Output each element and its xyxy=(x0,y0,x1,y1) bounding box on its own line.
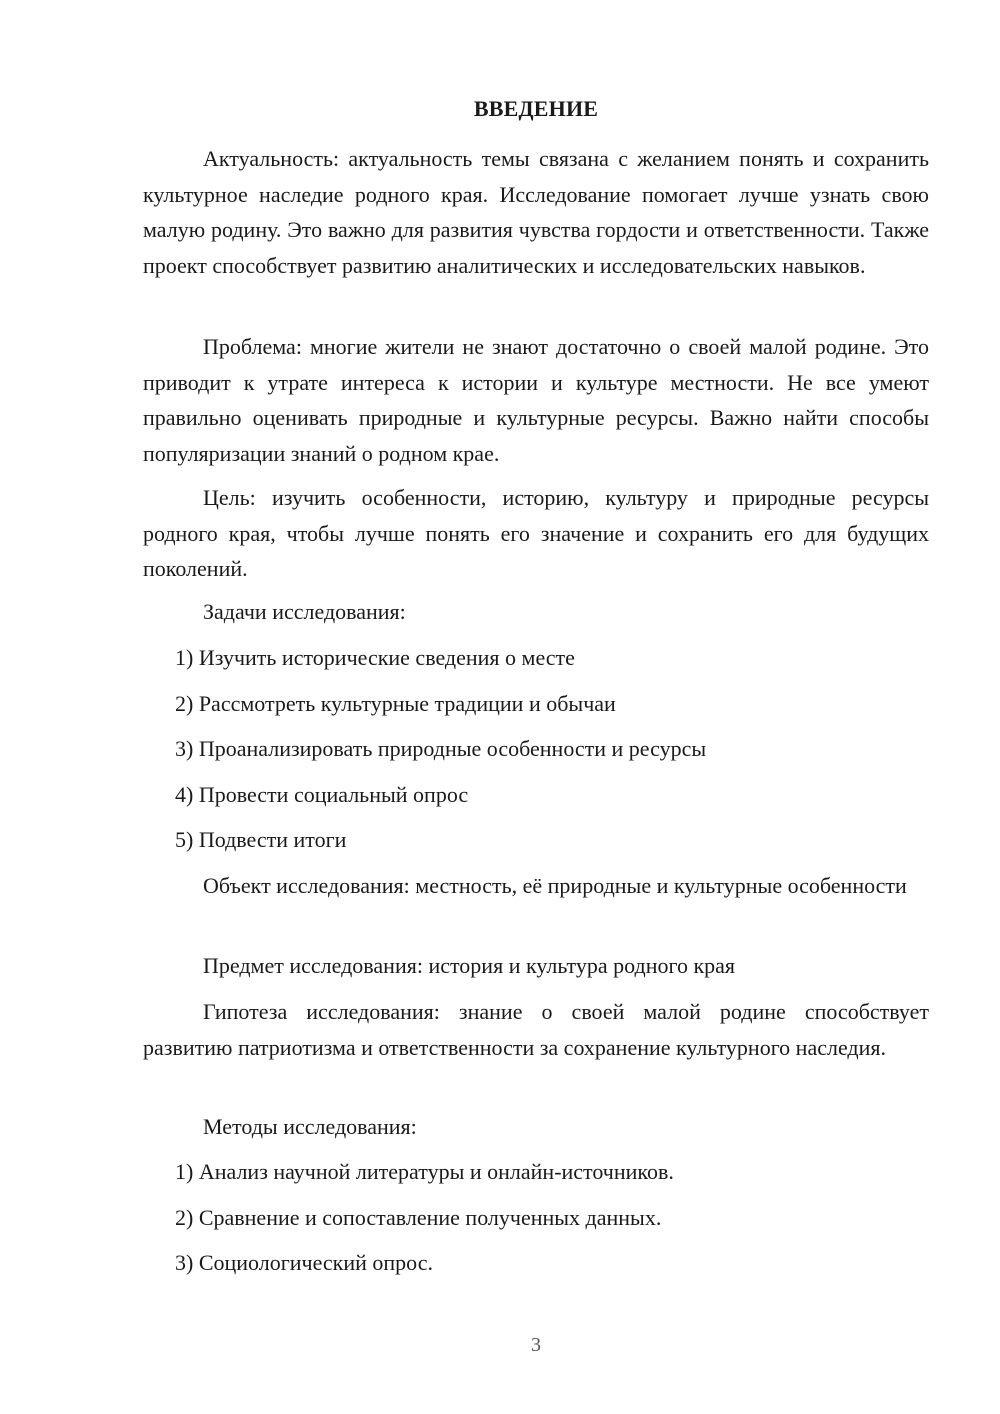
task-item-5: 5) Подвести итоги xyxy=(175,827,347,852)
methods-heading: Методы исследования: xyxy=(203,1114,417,1139)
task-item-4: 4) Провести социальный опрос xyxy=(175,782,469,807)
method-item-2: 2) Сравнение и сопоставление полученных данных. xyxy=(175,1205,662,1230)
method-item-3: 3) Социологический опрос. xyxy=(175,1250,433,1275)
goal-paragraph: Цель: изучить особенности, историю, культуру и природные ресурсы родного края, чтобы лучше понять его значение и сохранить его для будущих поколений. xyxy=(143,485,929,581)
problem-paragraph: Проблема: многие жители не знают достаточно о своей малой родине. Это приводит к утрате интереса к истории и культуре местности. Не все умеют правильно оценивать природные и культурные ресурсы. Важно найти способы популяризации знаний о родном крае. xyxy=(143,334,929,466)
relevance-paragraph: Актуальность: актуальность темы связана с желанием понять и сохранить культурное наследие родного края. Исследование помогает лучше узнать свою малую родину. Это важно для развития чувства гордости и ответственности. Также проект способствует развитию аналитических и исследовательских навыков. xyxy=(143,146,929,278)
subject-line: Предмет исследования: история и культура родного края xyxy=(203,953,736,978)
method-item-1: 1) Анализ научной литературы и онлайн-источников. xyxy=(175,1159,674,1184)
hypothesis-paragraph: Гипотеза исследования: знание о своей малой родине способствует развитию патриотизма и ответственности за сохранение культурного наследия. xyxy=(143,999,929,1060)
tasks-heading: Задачи исследования: xyxy=(203,599,406,624)
task-item-1: 1) Изучить исторические сведения о месте xyxy=(175,645,575,670)
task-item-2: 2) Рассмотреть культурные традиции и обычаи xyxy=(175,691,616,716)
object-paragraph: Объект исследования: местность, её природные и культурные особенности xyxy=(203,873,907,898)
task-item-3: 3) Проанализировать природные особенности и ресурсы xyxy=(175,736,707,761)
page-title: ВВЕДЕНИЕ xyxy=(473,96,599,121)
page-number: 3 xyxy=(531,1334,541,1356)
